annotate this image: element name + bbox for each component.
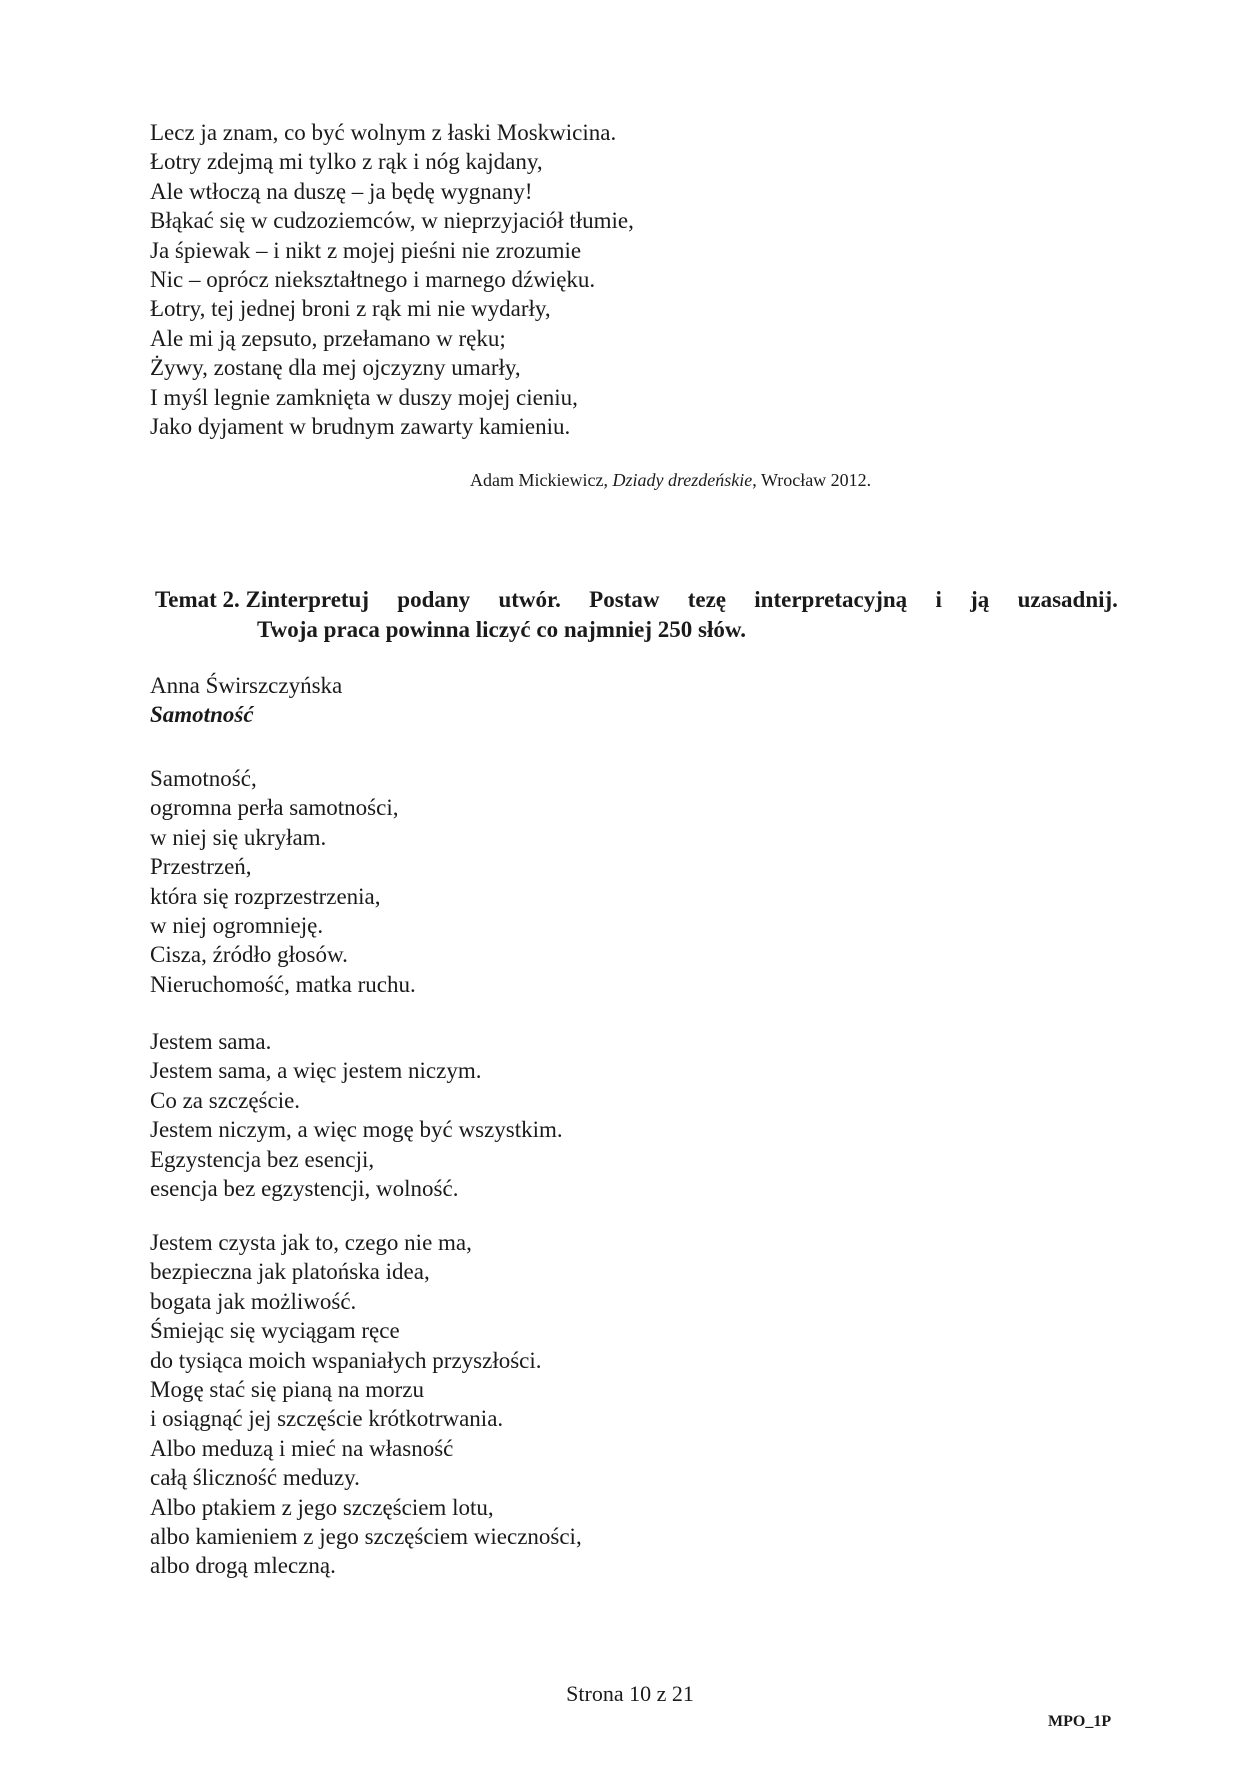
topic-word: Temat 2. Zinterpretuj	[155, 587, 370, 612]
citation-work-title: Dziady drezdeńskie	[612, 470, 753, 490]
poem-line: Jestem sama, a więc jestem niczym.	[150, 1058, 482, 1084]
poem-line: albo kamieniem z jego szczęściem wieczności,	[150, 1524, 582, 1550]
poem-line: i osiągnąć jej szczęście krótkotrwania.	[150, 1406, 504, 1432]
poem-line: bezpieczna jak platońska idea,	[150, 1259, 430, 1285]
poem-stanza-2	[150, 1027, 563, 1203]
page-number: Strona 10 z 21	[566, 1681, 694, 1706]
poem-stanza-3	[150, 1228, 582, 1581]
topic-word: ją	[970, 587, 990, 612]
poem-line: Żywy, zostanę dla mej ojczyzny umarły,	[150, 355, 521, 381]
essay-topic	[155, 585, 1118, 645]
topic-word-count-requirement: Twoja praca powinna liczyć co najmniej 250 słów.	[257, 617, 746, 642]
poem-line: w niej ogromnieję.	[150, 913, 324, 939]
poem-line: Jestem sama.	[150, 1029, 272, 1054]
topic-word: uzasadnij.	[1017, 587, 1118, 612]
poem-line: Jestem czysta jak to, czego nie ma,	[150, 1230, 472, 1255]
poem-line: Przestrzeń,	[150, 854, 252, 880]
poem-line: Cisza, źródło głosów.	[150, 942, 348, 968]
poem-line: w niej się ukryłam.	[150, 824, 327, 850]
poem-line: ogromna perła samotności,	[150, 795, 399, 821]
poem-line: I myśl legnie zamknięta w duszy mojej cieniu,	[150, 384, 578, 410]
poem-line: Nic – oprócz niekształtnego i marnego dźwięku.	[150, 267, 596, 293]
poem-line: Mogę stać się pianą na morzu	[150, 1377, 424, 1403]
topic-word: interpretacyjną	[754, 587, 908, 612]
topic-word: Postaw	[589, 587, 660, 612]
poem-stanza-1	[150, 764, 416, 999]
poem-line: albo drogą mleczną.	[150, 1553, 336, 1579]
poem-line: Albo ptakiem z jego szczęściem lotu,	[150, 1494, 494, 1520]
poem-line: Śmiejąc się wyciągam ręce	[150, 1318, 400, 1344]
poem-line: Łotry zdejmą mi tylko z rąk i nóg kajdany,	[150, 149, 543, 175]
poem-line: Co za szczęście.	[150, 1087, 301, 1113]
citation-publication: , Wrocław 2012.	[752, 470, 872, 490]
poem-line: Nieruchomość, matka ruchu.	[150, 971, 416, 997]
poem-excerpt-dziady	[150, 118, 634, 441]
poem-author: Anna Świrszczyńska	[150, 673, 343, 698]
poem-line: która się rozprzestrzenia,	[150, 883, 381, 909]
poem-line: Jestem niczym, a więc mogę być wszystkim.	[150, 1117, 563, 1143]
poem-line: bogata jak możliwość.	[150, 1288, 357, 1314]
poem-line: Jako dyjament w brudnym zawarty kamieniu.	[150, 414, 571, 440]
poem-line: Egzystencja bez esencji,	[150, 1146, 375, 1172]
poem-line: Łotry, tej jednej broni z rąk mi nie wydarły,	[150, 296, 551, 322]
exam-code: MPO_1P	[1048, 1713, 1112, 1730]
poem-line: Ale mi ją zepsuto, przełamano w ręku;	[150, 325, 506, 351]
poem-line: całą śliczność meduzy.	[150, 1465, 360, 1491]
poem-line: esencja bez egzystencji, wolność.	[150, 1176, 459, 1202]
poem-line: Błąkać się w cudzoziemców, w nieprzyjaciół tłumie,	[150, 208, 634, 234]
poem-line: Lecz ja znam, co być wolnym z łaski Moskwicina.	[150, 120, 617, 145]
topic-word: i	[935, 587, 942, 612]
topic-instruction	[155, 585, 1118, 615]
citation-author: Adam Mickiewicz,	[470, 470, 613, 490]
topic-word: utwór.	[498, 587, 561, 612]
poem-line: Ja śpiewak – i nikt z mojej pieśni nie zrozumie	[150, 237, 582, 263]
poem-line: Samotność,	[150, 766, 257, 791]
topic-word: tezę	[687, 587, 727, 612]
poem-line: Ale wtłoczą na duszę – ja będę wygnany!	[150, 178, 533, 204]
source-citation	[470, 468, 871, 492]
poem-line: do tysiąca moich wspaniałych przyszłości.	[150, 1347, 542, 1373]
topic-word: podany	[397, 587, 471, 612]
poem-line: Albo meduzą i mieć na własność	[150, 1435, 454, 1461]
poem-title: Samotność	[150, 702, 254, 727]
